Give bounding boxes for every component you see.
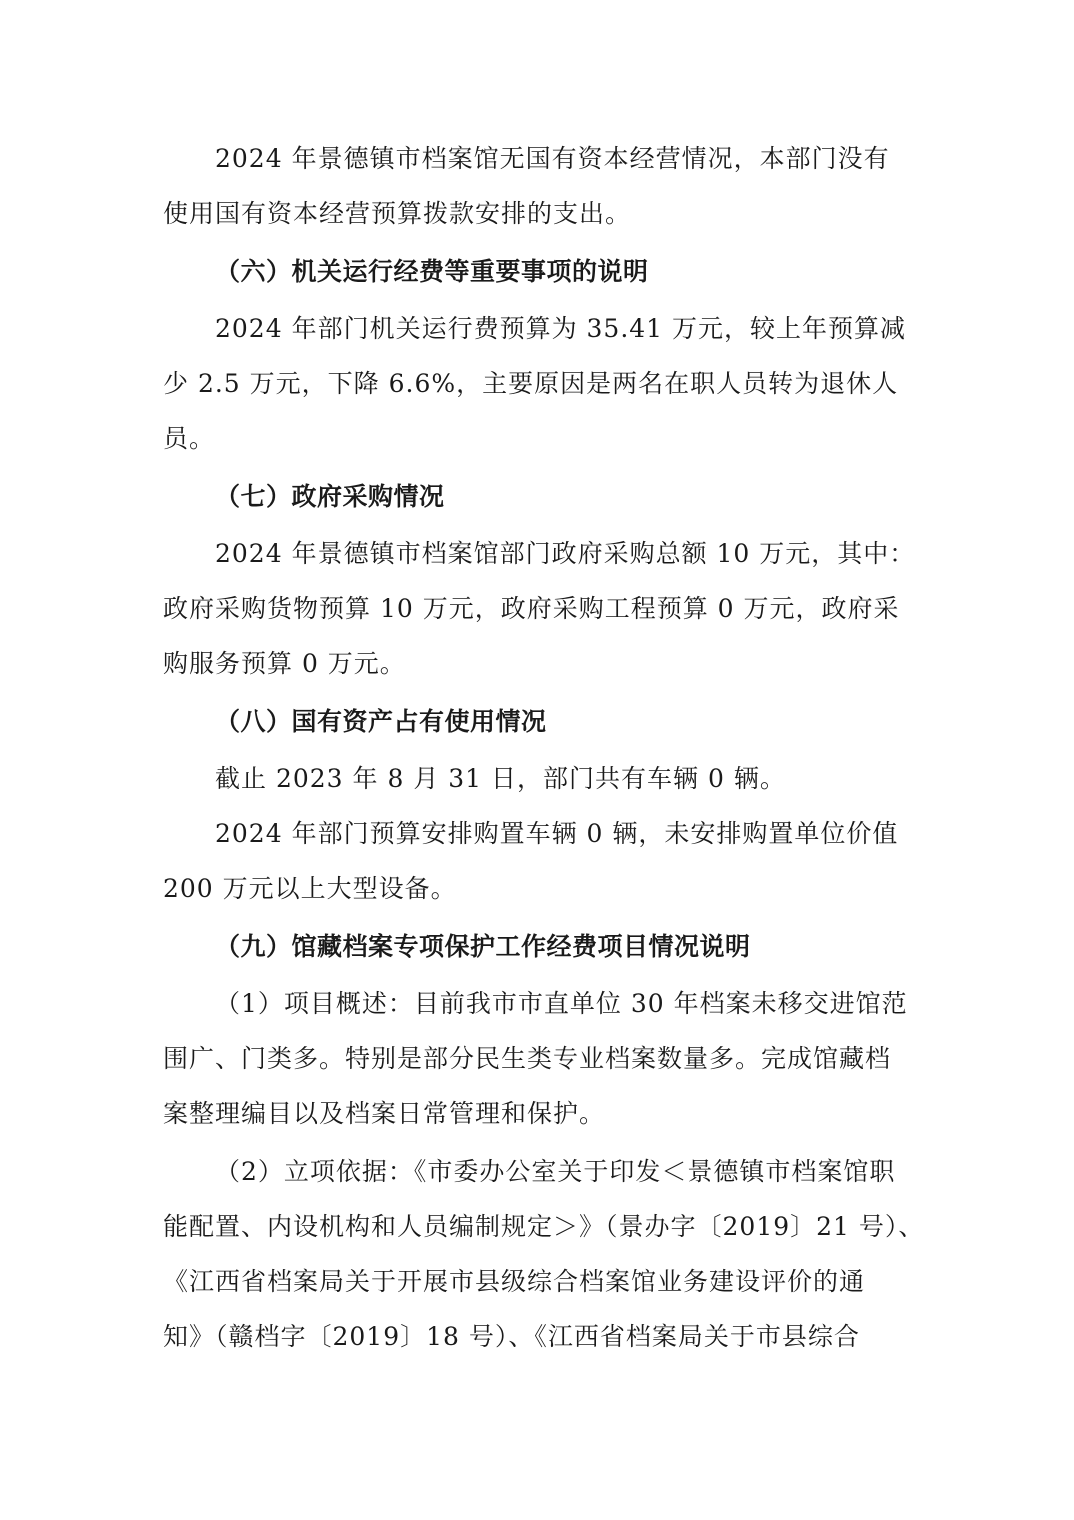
- text-line: 少 2.5 万元，下降 6.6%，主要原因是两名在职人员转为退休人: [163, 369, 899, 398]
- text-line: 围广、门类多。特别是部分民生类专业档案数量多。完成馆藏档: [163, 1044, 892, 1073]
- paragraph-operating-costs: [163, 301, 913, 466]
- text-line: 2024 年部门预算安排购置车辆 0 辆，未安排购置单位价值: [215, 819, 899, 848]
- section-heading-eight: [163, 694, 913, 749]
- section-heading-nine: [163, 919, 913, 974]
- text-line: 截止 2023 年 8 月 31 日，部门共有车辆 0 辆。: [215, 764, 786, 793]
- section-heading-six: [163, 244, 913, 299]
- text-line: 2024 年部门机关运行费预算为 35.41 万元，较上年预算减: [215, 314, 907, 343]
- text-line: 《江西省档案局关于开展市县级综合档案馆业务建设评价的通: [163, 1267, 866, 1296]
- paragraph-project-basis: [163, 1144, 925, 1364]
- text-line: （2）立项依据：《市委办公室关于印发＜景德镇市档案馆职: [215, 1157, 896, 1186]
- text-line: 知》（赣档字〔2019〕18 号）、《江西省档案局关于市县综合: [163, 1322, 860, 1351]
- text-line: 购服务预算 0 万元。: [163, 649, 406, 678]
- paragraph-project-overview: [163, 976, 913, 1141]
- text-line: 能配置、内设机构和人员编制规定＞》（景办字〔2019〕21 号）、: [163, 1212, 925, 1241]
- text-line: 员。: [163, 424, 216, 453]
- paragraph-state-capital: [163, 131, 913, 241]
- paragraph-vehicles: [163, 751, 913, 806]
- section-heading-seven: [163, 469, 913, 524]
- heading-text: （八）国有资产占有使用情况: [215, 707, 547, 736]
- paragraph-equipment: [163, 806, 913, 916]
- heading-text: （九）馆藏档案专项保护工作经费项目情况说明: [215, 932, 751, 961]
- text-line: 案整理编目以及档案日常管理和保护。: [163, 1099, 606, 1128]
- text-line: 2024 年景德镇市档案馆无国有资本经营情况，本部门没有: [215, 144, 890, 173]
- heading-text: （六）机关运行经费等重要事项的说明: [215, 257, 649, 286]
- text-line: 使用国有资本经营预算拨款安排的支出。: [163, 199, 632, 228]
- paragraph-procurement: [163, 526, 916, 691]
- text-line: 2024 年景德镇市档案馆部门政府采购总额 10 万元，其中：: [215, 539, 916, 568]
- heading-text: （七）政府采购情况: [215, 482, 445, 511]
- text-line: （1）项目概述：目前我市市直单位 30 年档案未移交进馆范: [215, 989, 908, 1018]
- text-line: 200 万元以上大型设备。: [163, 874, 457, 903]
- text-line: 政府采购货物预算 10 万元，政府采购工程预算 0 万元，政府采: [163, 594, 900, 623]
